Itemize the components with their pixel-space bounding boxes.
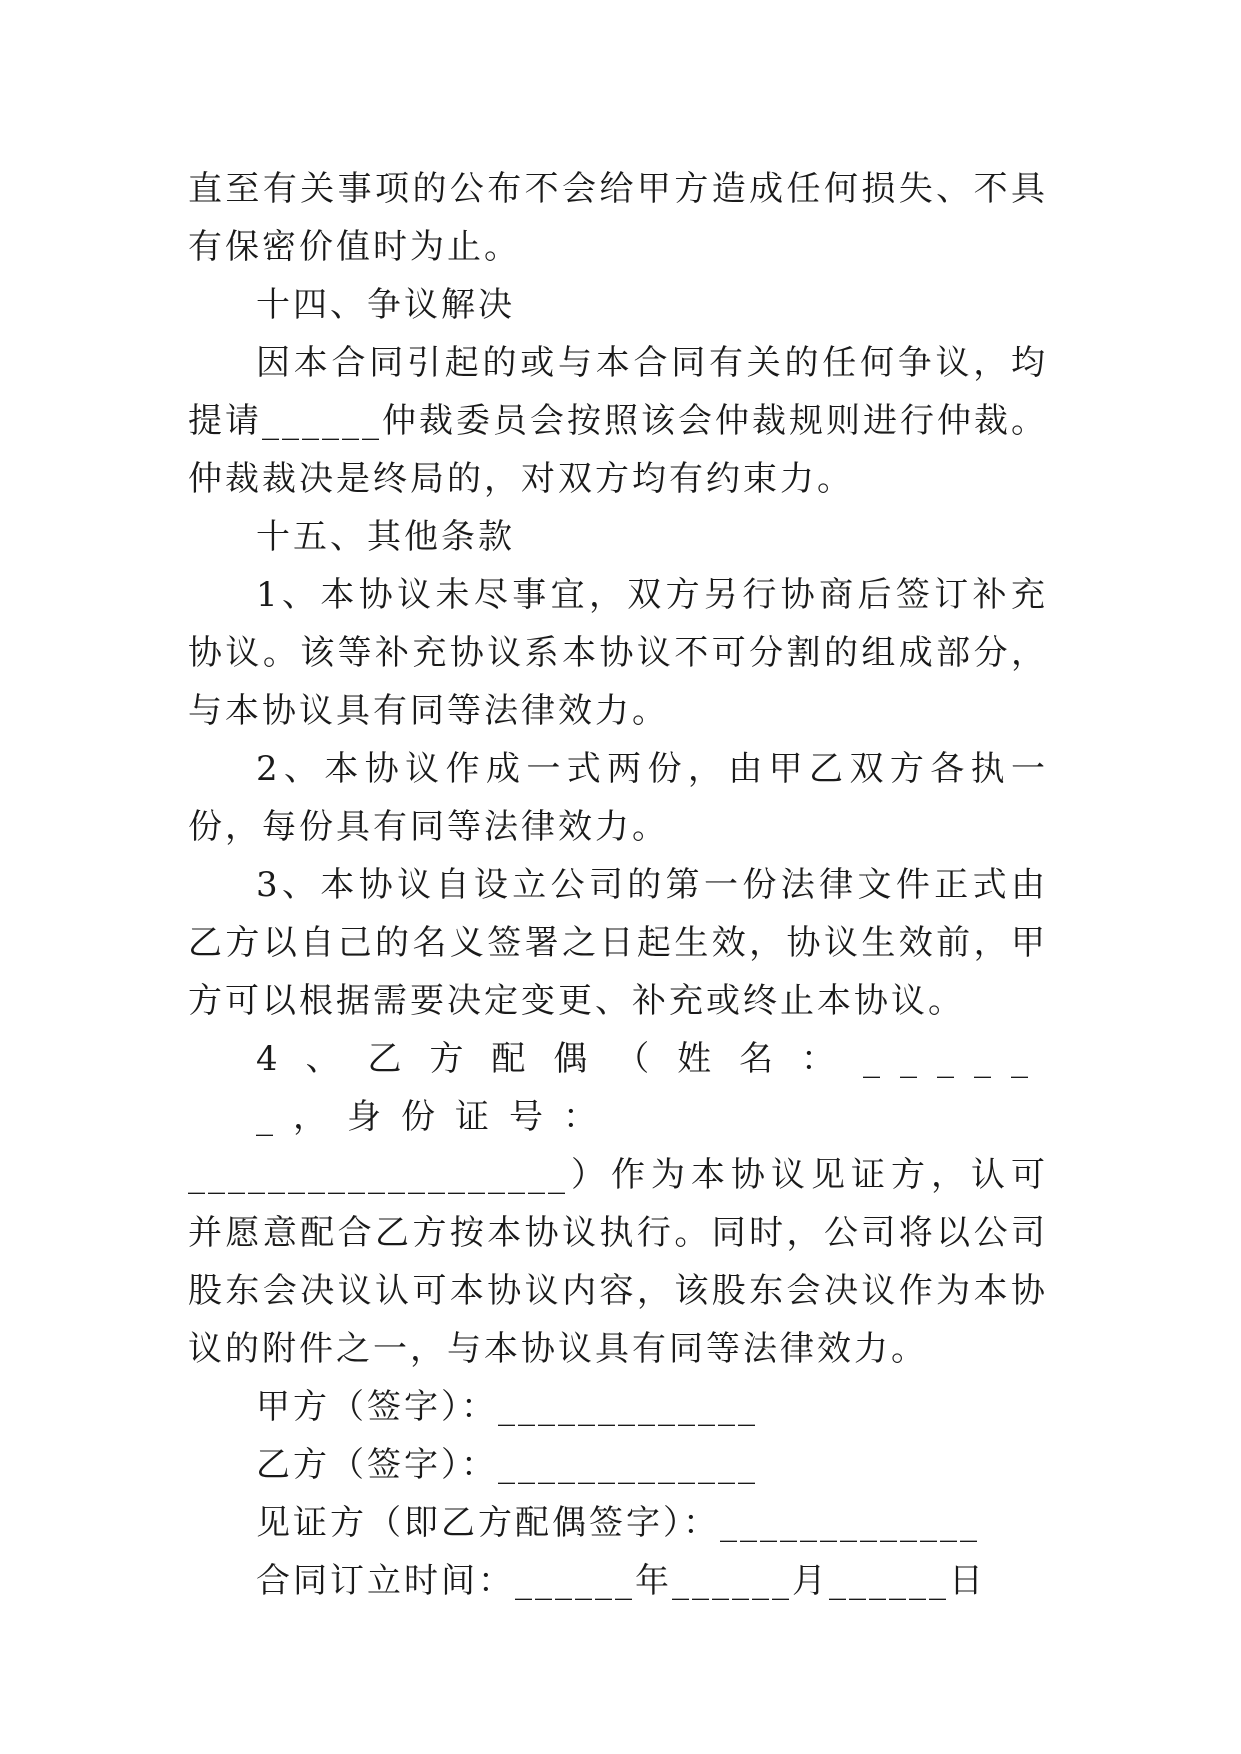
clause-2: 2、本协议作成一式两份，由甲乙双方各执一份，每份具有同等法律效力。 [188,749,1048,847]
clause-4-first-line: 4、乙方配偶（姓名：______，身份证号： [256,1039,1048,1137]
contract-date: 合同订立时间：______年______月______日 [256,1561,986,1601]
paragraph-confidentiality-end: 直至有关事项的公布不会给甲方造成任何损失、不具有保密价值时为止。 [188,169,1048,267]
heading-dispute-resolution: 十四、争议解决 [256,285,515,325]
clause-1: 1、本协议未尽事宜，双方另行协商后签订补充协议。该等补充协议系本协议不可分割的组成部分，与本协议具有同等法律效力。 [188,575,1048,731]
paragraph-dispute-resolution: 因本合同引起的或与本合同有关的任何争议，均提请______仲裁委员会按照该会仲裁规则进行仲裁。仲裁裁决是终局的，对双方均有约束力。 [188,343,1048,499]
signature-party-b: 乙方（签字）：_____________ [256,1445,758,1485]
heading-other-terms: 十五、其他条款 [256,517,515,557]
document-body [188,160,1048,1610]
signature-party-a: 甲方（签字）：_____________ [256,1387,758,1427]
clause-3: 3、本协议自设立公司的第一份法律文件正式由乙方以自己的名义签署之日起生效，协议生效前，甲方可以根据需要决定变更、补充或终止本协议。 [188,865,1048,1021]
signature-witness: 见证方（即乙方配偶签字）：_____________ [256,1503,980,1543]
clause-4-body: ___________________）作为本协议见证方，认可并愿意配合乙方按本协议执行。同时，公司将以公司股东会决议认可本协议内容，该股东会决议作为本协议的附件之一，与本协议具有同等法律效力。 [188,1155,1048,1369]
